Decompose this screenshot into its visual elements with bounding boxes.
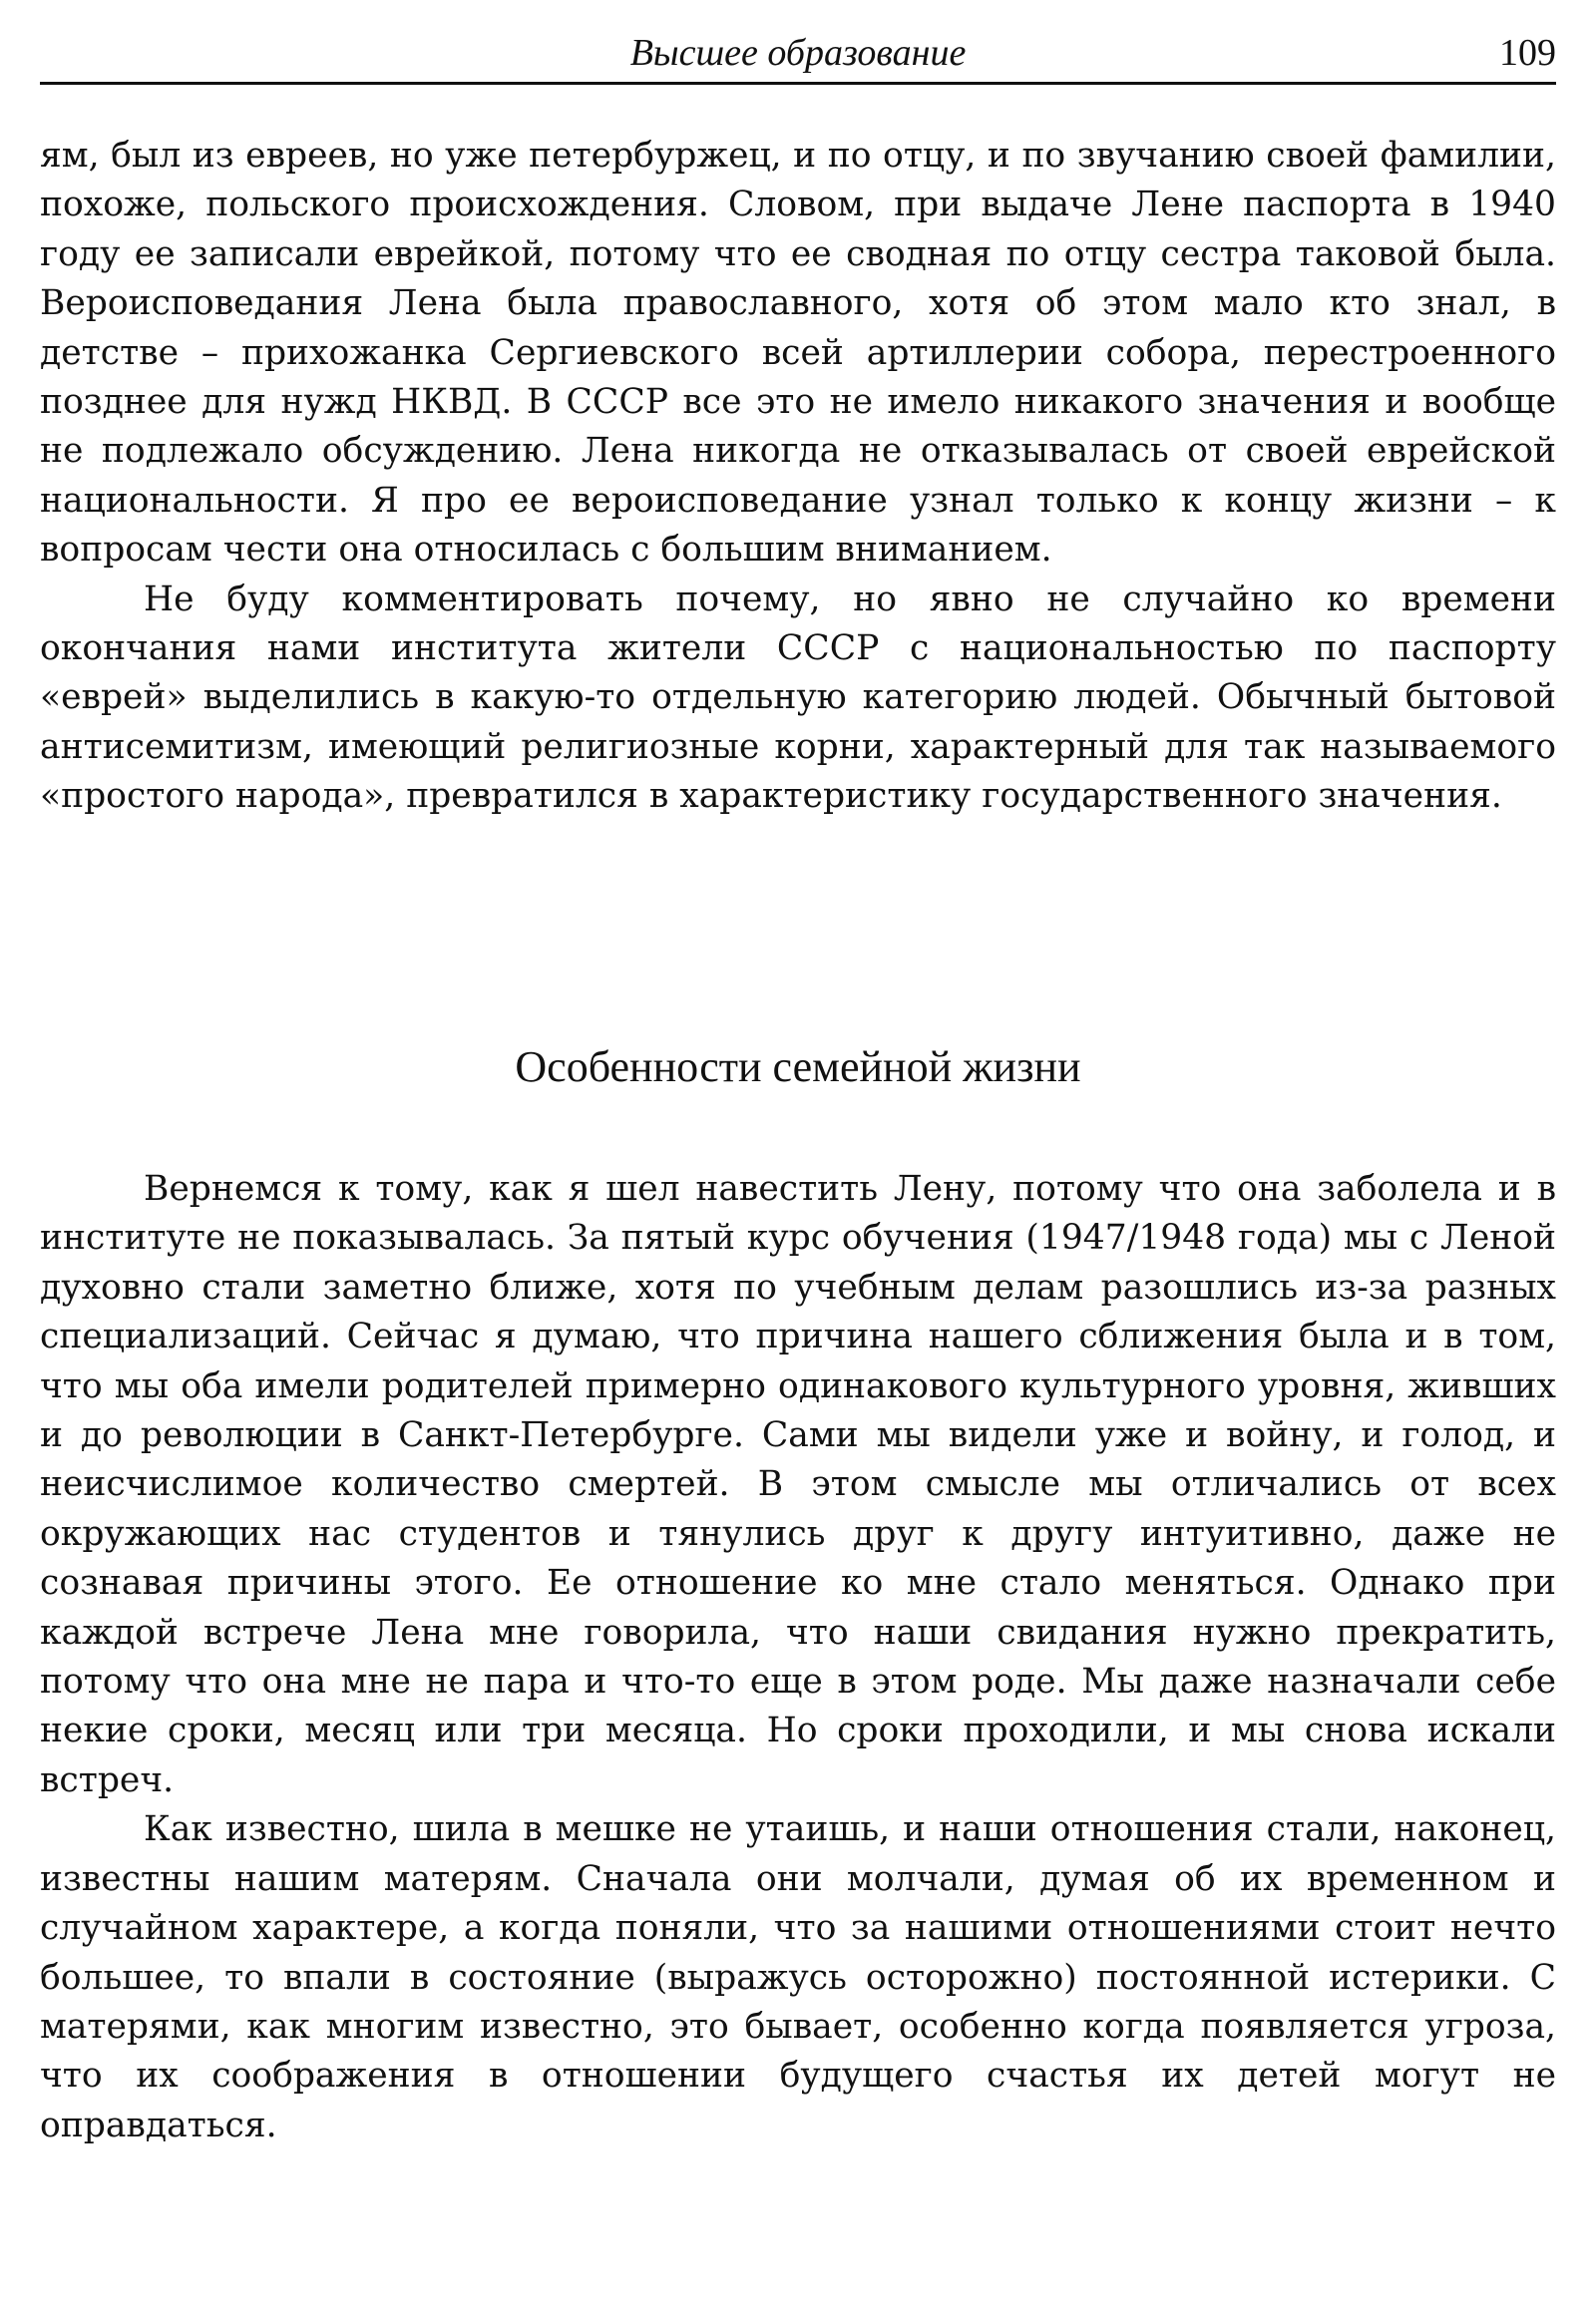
running-header	[40, 28, 1556, 85]
paragraph-continuation: ям, был из евреев, но уже петербуржец, и по отцу, и по звучанию своей фамилии, похоже, польского происхождения. Словом, при выдаче Лене паспорта в 1940 году ее записали еврейкой, потому что ее сводная по отцу сестра таковой была. Вероисповедания Лена была православного, хотя об этом мало кто знал, в детстве – прихожанка Сергиевского всей артиллерии собора, перестроенного позднее для нужд НКВД. В СССР все это не имело никакого значения и вообще не подлежало обсуждению. Лена никогда не отказывалась от своей еврейской национальности. Я про ее вероисповедание узнал только к концу жизни – к вопросам чести она относилась с большим вниманием.	[40, 136, 1556, 571]
paragraph: Вернемся к тому, как я шел навестить Лену, потому что она заболела и в институте не показывалась. За пятый курс обучения (1947/1948 года) мы с Леной духовно стали заметно ближе, хотя по учебным делам разошлись из-за разных специализаций. Сейчас я думаю, что причина нашего сближения была и в том, что мы оба имели родителей примерно одинакового культурного уровня, живших и до революции в Санкт-Петербурге. Сами мы видели уже и войну, и голод, и неисчислимое количество смертей. В этом смысле мы отличались от всех окружающих нас студентов и тянулись друг к другу интуитивно, даже не сознавая причины этого. Ее отношение ко мне стало меняться. Однако при каждой встрече Лена мне говорила, что наши свидания нужно прекратить, потому что она мне не пара и что-то еще в этом роде. Мы даже назначали себе некие сроки, месяц или три месяца. Но сроки проходили, и мы снова искали встреч.	[40, 1169, 1556, 1800]
text-block-after-heading	[40, 1165, 1556, 2150]
text-block-before-heading	[40, 132, 1556, 822]
running-title: Высшее образование	[629, 32, 967, 74]
page-number: 109	[1499, 32, 1556, 74]
book-page	[40, 0, 1556, 2311]
paragraph: Не буду комментировать почему, но явно не случайно ко времени окончания нами института жители СССР с национальностью по паспорту «еврей» выделились в какую-то отдельную категорию людей. Обычный бытовой антисемитизм, имеющий религиозные корни, характерный для так называемого «простого народа», превратился в характеристику государственного значения.	[40, 578, 1556, 817]
paragraph: Как известно, шила в мешке не утаишь, и наши отношения стали, наконец, известны нашим матерям. Сначала они молчали, думая об их временном и случайном характере, а когда поняли, что за нашими отношениями стоит нечто большее, то впали в состояние (выражусь осторожно) постоянной истерики. С матерями, как многим известно, это бывает, особенно когда появляется угроза, что их соображения в отношении будущего счастья их детей могут не оправдаться.	[40, 1809, 1556, 2145]
section-heading: Особенности семейной жизни	[515, 1042, 1081, 1091]
